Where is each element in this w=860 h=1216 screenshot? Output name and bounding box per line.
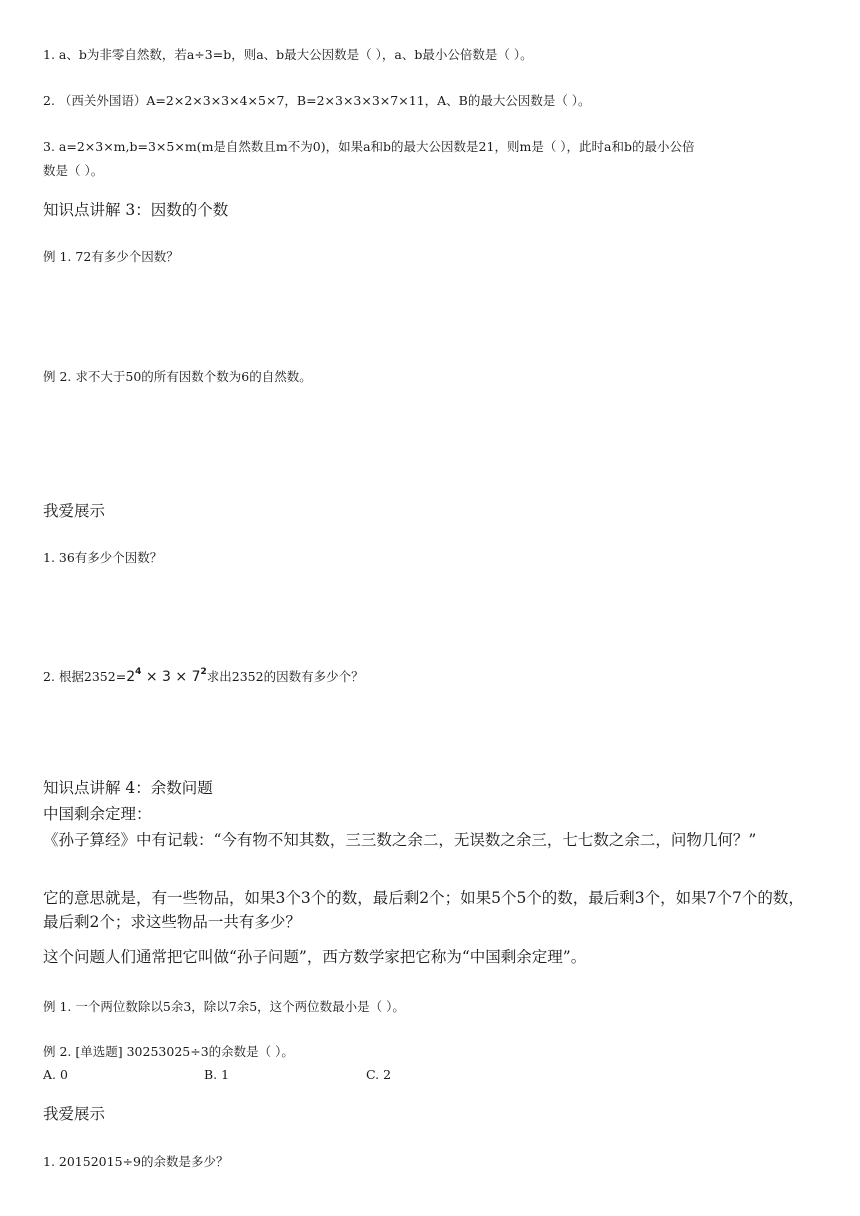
- factor-base-1: 2: [126, 669, 136, 685]
- remainder-example-2: 例 2. [单选题] 30253025÷3的余数是（ ）。: [43, 1044, 294, 1059]
- show-question-2-prefix: 2. 根据2352=: [43, 669, 127, 684]
- show-section-1-title: 我爱展示: [43, 502, 106, 520]
- times-sign-1: ×: [145, 669, 158, 685]
- show-section-2-title: 我爱展示: [43, 1105, 106, 1123]
- show-2-question-1: 1. 20152015÷9的余数是多少？: [43, 1154, 229, 1169]
- question-3-line-1: 3. a=2×3×m,b=3×5×m(m是自然数且m不为0)，如果a和b的最大公因数是21，则m是（ ），此时a和b的最小公倍: [43, 139, 695, 154]
- factor-base-3: 7: [191, 669, 201, 685]
- show-question-1: 1. 36有多少个因数？: [43, 550, 163, 565]
- example-1: 例 1. 72有多少个因数？: [43, 249, 179, 264]
- section-4-title: 知识点讲解 4：余数问题: [43, 779, 213, 797]
- section-3-title: 知识点讲解 3：因数的个数: [43, 201, 229, 219]
- factor-base-2: 3: [162, 669, 171, 685]
- option-b: B. 1: [204, 1067, 230, 1082]
- crt-paragraph-3: 这个问题人们通常把它叫做“孙子问题”，西方数学家把它称为“中国剩余定理”。: [43, 948, 587, 966]
- question-1: 1. a、b为非零自然数，若a÷3=b，则a、b最大公因数是（ ），a、b最小公倍数是（ ）。: [43, 47, 533, 62]
- remainder-example-1: 例 1. 一个两位数除以5余3，除以7余5，这个两位数最小是（ ）。: [43, 999, 405, 1014]
- factor-exponent-1: 4: [135, 667, 142, 677]
- factor-exponent-3: 2: [200, 667, 207, 677]
- factorization-formula: [126, 669, 207, 685]
- option-c: C. 2: [366, 1067, 392, 1082]
- crt-title: 中国剩余定理：: [43, 805, 152, 823]
- show-question-2-suffix: 求出2352的因数有多少个？: [206, 669, 364, 684]
- question-2: 2. （西关外国语）A=2×2×3×3×4×5×7，B=2×3×3×3×7×11，A、B的最大公因数是（ ）。: [43, 93, 591, 108]
- crt-paragraph-2: 它的意思就是，有一些物品，如果3个3个的数，最后剩2个；如果5个5个的数，最后剩3个，如果7个7个的数，最后剩2个；求这些物品一共有多少？: [43, 889, 804, 931]
- crt-paragraph-1: 《孙子算经》中有记载：“今有物不知其数，三三数之余二，无误数之余三，七七数之余二，问物几何？”: [43, 831, 757, 849]
- show-question-2: [43, 667, 364, 685]
- question-3-line-2: 数是（ ）。: [43, 163, 104, 178]
- example-2: 例 2. 求不大于50的所有因数个数为6的自然数。: [43, 369, 312, 384]
- times-sign-2: ×: [175, 669, 188, 685]
- option-a: A. 0: [43, 1067, 68, 1082]
